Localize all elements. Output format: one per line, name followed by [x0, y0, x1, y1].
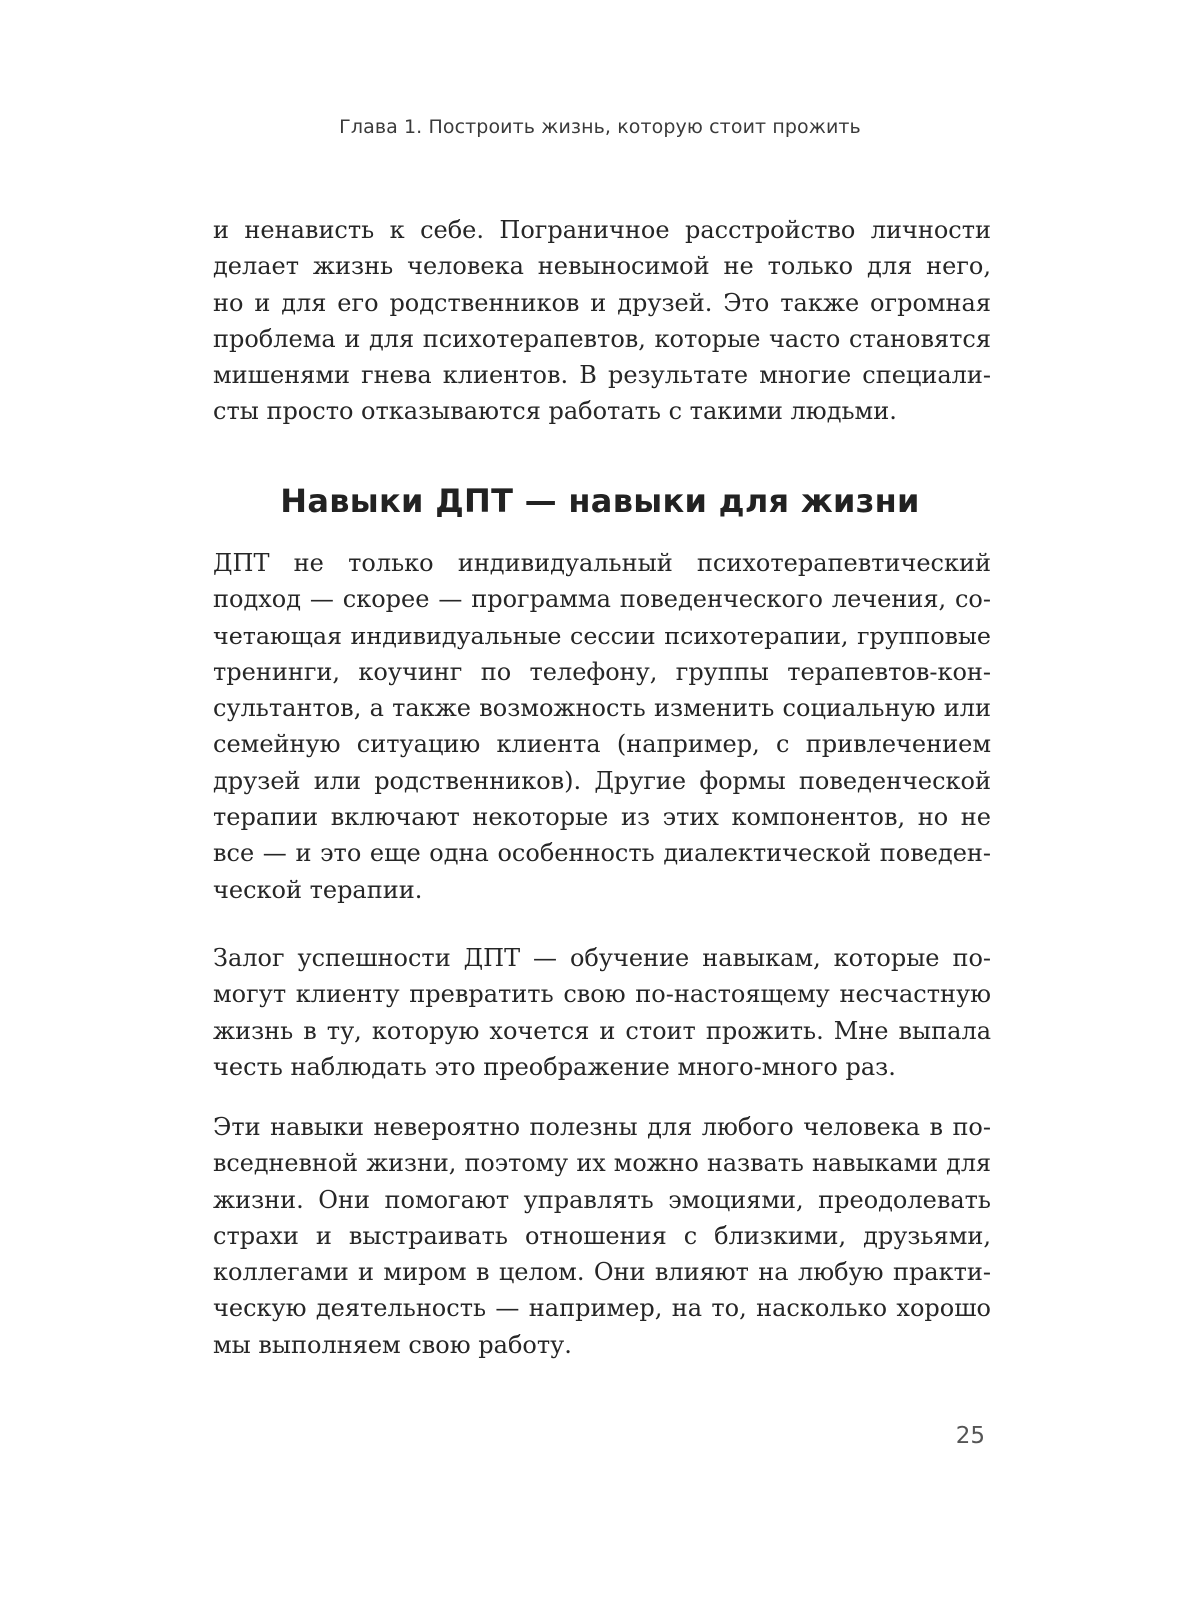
running-head: Глава 1. Построить жизнь, которую стоит прожить: [339, 116, 861, 138]
text-line: подход — скорее — программа поведенческого лечения, со-: [213, 585, 991, 614]
text-line: честь наблюдать это преображение много-много раз.: [213, 1052, 896, 1081]
text-line: друзей или родственников). Другие формы поведенческой: [213, 766, 991, 795]
text-line: проблема и для психотерапевтов, которые часто становятся: [213, 324, 991, 353]
text-line: делает жизнь человека невыносимой не только для него,: [213, 252, 991, 281]
text-line: четающая индивидуальные сессии психотерапии, групповые: [213, 621, 991, 650]
text-line: семейную ситуацию клиента (например, с привлечением: [213, 730, 991, 759]
text-line: и ненависть к себе. Пограничное расстройство личности: [213, 216, 991, 244]
text-line: ческую деятельность — например, на то, насколько хорошо: [213, 1294, 991, 1323]
text-line: терапии включают некоторые из этих компонентов, но не: [213, 803, 991, 832]
text-line: все — и это еще одна особенность диалектической поведен-: [213, 839, 991, 868]
text-line: жизнь в ту, которую хочется и стоит прожить. Мне выпала: [213, 1016, 991, 1045]
text-line: Залог успешности ДПТ — обучение навыкам, которые по-: [213, 944, 991, 972]
text-line: страхи и выстраивать отношения с близкими, друзьями,: [213, 1221, 991, 1250]
text-line: сультантов, а также возможность изменить социальную или: [213, 694, 991, 723]
paragraph-success: [213, 940, 991, 1085]
text-line: но и для его родственников и друзей. Это также огромная: [213, 288, 991, 317]
text-line: жизни. Они помогают управлять эмоциями, преодолевать: [213, 1185, 991, 1214]
text-line: вседневной жизни, поэтому их можно назвать навыками для: [213, 1149, 991, 1178]
paragraph-dbt-program: [213, 545, 991, 908]
paragraph-life-skills: [213, 1109, 991, 1363]
text-line: ческой терапии.: [213, 875, 423, 904]
text-line: могут клиенту превратить свою по-настоящему несчастную: [213, 980, 991, 1009]
text-line: мишенями гнева клиентов. В результате многие специали-: [213, 361, 991, 390]
text-line: Эти навыки невероятно полезны для любого человека в по-: [213, 1113, 991, 1141]
section-heading: Навыки ДПТ — навыки для жизни: [280, 482, 920, 520]
text-line: мы выполняем свою работу.: [213, 1330, 572, 1359]
text-line: сты просто отказываются работать с такими людьми.: [213, 397, 897, 426]
text-line: тренинги, коучинг по телефону, группы терапевтов-кон-: [213, 657, 991, 686]
text-line: ДПТ не только индивидуальный психотерапевтический: [213, 549, 991, 577]
page-number: 25: [955, 1423, 985, 1449]
paragraph-continuation: [213, 212, 991, 430]
text-line: коллегами и миром в целом. Они влияют на любую практи-: [213, 1258, 991, 1287]
